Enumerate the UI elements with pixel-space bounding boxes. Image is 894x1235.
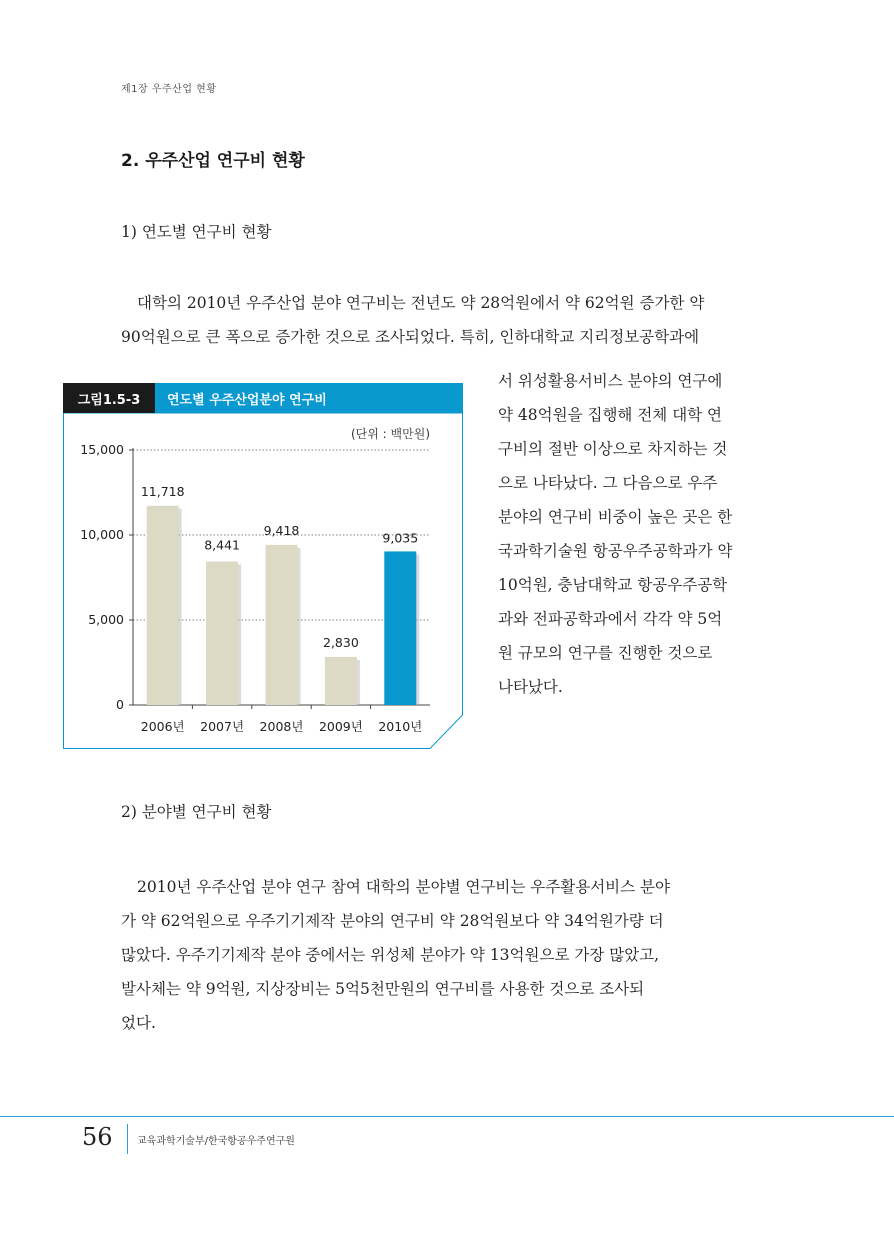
subsection-heading-2: 2) 분야별 연구비 현황 <box>121 803 272 821</box>
y-tick-label: 0 <box>116 697 124 712</box>
paragraph-2-line: 발사체는 약 9억원, 지상장비는 5억5천만원의 연구비를 사용한 것으로 조사되 <box>121 980 645 998</box>
paragraph-1-side-line: 국과학기술원 항공우주공학과가 약 <box>498 542 733 560</box>
bar-value-label: 2,830 <box>323 634 359 650</box>
figure-number: 그림1.5-3 <box>63 383 155 413</box>
paragraph-2-line: 많았다. 우주기기제작 분야 중에서는 위성체 분야가 약 13억원으로 가장 많았고, <box>121 946 660 964</box>
bar <box>266 545 298 705</box>
paragraph-1-line: 대학의 2010년 우주산업 분야 연구비는 전년도 약 28억원에서 약 62억원 증가한 약 <box>137 294 705 312</box>
paragraph-1-side-line: 구비의 절반 이상으로 차지하는 것 <box>498 440 728 458</box>
footer-organization: 교육과학기술부/한국항공우주연구원 <box>137 1136 295 1147</box>
subsection-heading-1: 1) 연도별 연구비 현황 <box>121 223 272 241</box>
bar-value-label: 9,035 <box>382 530 419 546</box>
paragraph-1-side-line: 원 규모의 연구를 진행한 것으로 <box>498 644 713 662</box>
footer-separator <box>127 1124 128 1154</box>
bar-value-label: 11,718 <box>140 483 185 499</box>
paragraph-2-line: 가 약 62억원으로 우주기기제작 분야의 연구비 약 28억원보다 약 34억원가량 더 <box>121 912 664 930</box>
paragraph-1-side-line: 10억원, 충남대학교 항공우주공학 <box>498 576 728 594</box>
page-number: 56 <box>82 1123 113 1151</box>
paragraph-1-side-line: 나타났다. <box>498 678 563 696</box>
y-tick-label: 15,000 <box>80 442 124 457</box>
bar <box>384 551 416 705</box>
figure-header <box>63 383 463 413</box>
paragraph-1-side-line: 약 48억원을 집행해 전체 대학 연 <box>498 406 723 424</box>
bar-value-label: 8,441 <box>204 537 240 553</box>
paragraph-2 <box>121 870 773 1040</box>
paragraph-1 <box>121 286 773 354</box>
y-tick-label: 10,000 <box>80 527 124 542</box>
x-tick-label: 2006년 <box>140 719 185 734</box>
section-title: 2. 우주산업 연구비 현황 <box>121 151 305 171</box>
x-tick-label: 2008년 <box>259 719 304 734</box>
bar <box>147 506 179 705</box>
figure-unit-label: (단위 : 백만원) <box>351 427 430 441</box>
paragraph-1-side-line: 으로 나타났다. 그 다음으로 우주 <box>498 474 718 492</box>
running-head: 제1장 우주산업 현황 <box>121 84 217 95</box>
paragraph-1-side-line: 과와 전파공학과에서 각각 약 5억 <box>498 610 723 628</box>
bar <box>206 562 238 705</box>
paragraph-1-side-line: 서 위성활용서비스 분야의 연구에 <box>498 372 723 390</box>
figure-research-funding-by-year <box>63 383 463 749</box>
paragraph-2-line: 었다. <box>121 1014 156 1032</box>
paragraph-1-continued <box>498 364 773 704</box>
paragraph-1-side-line: 분야의 연구비 비중이 높은 곳은 한 <box>498 508 733 526</box>
y-tick-label: 5,000 <box>88 612 124 627</box>
x-tick-label: 2010년 <box>378 719 423 734</box>
bar <box>325 657 357 705</box>
paragraph-1-line: 90억원으로 큰 폭으로 증가한 것으로 조사되었다. 특히, 인하대학교 지리정보공학과에 <box>121 328 700 346</box>
x-tick-label: 2007년 <box>200 719 245 734</box>
x-tick-label: 2009년 <box>318 719 363 734</box>
paragraph-2-line: 2010년 우주산업 분야 연구 참여 대학의 분야별 연구비는 우주활용서비스 분야 <box>137 878 670 896</box>
footer-rule <box>0 1116 894 1117</box>
bar-value-label: 9,418 <box>263 522 300 538</box>
figure-title: 연도별 우주산업분야 연구비 <box>155 383 463 413</box>
